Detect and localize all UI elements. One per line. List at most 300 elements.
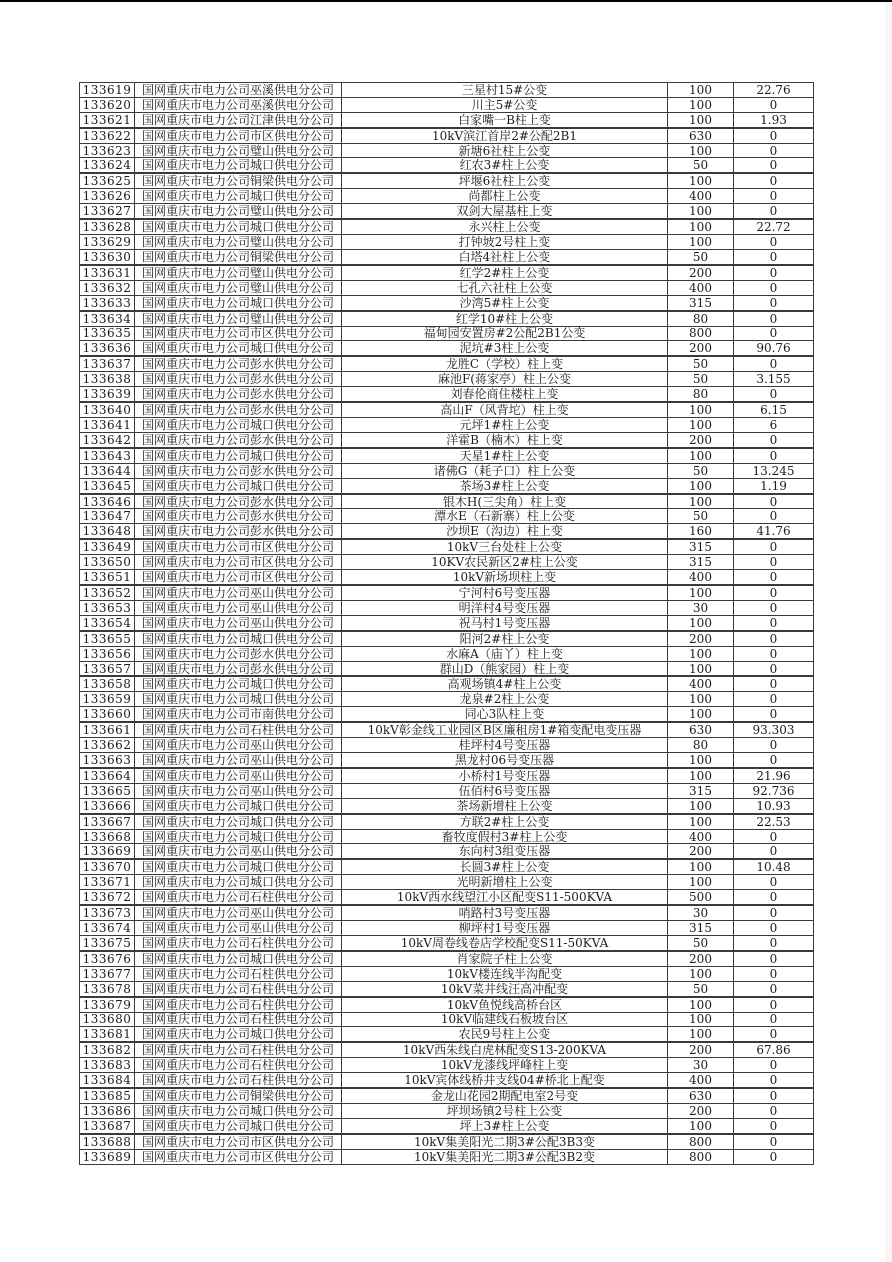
table-row [80, 1149, 814, 1164]
cell-company: 国网重庆市电力公司巫山供电分公司 [135, 738, 342, 753]
cell-device-name: 10kV三台处柱上公变 [342, 539, 668, 554]
cell-capacity: 400 [668, 676, 734, 691]
table-row [80, 463, 814, 478]
cell-device-name: 新塘6社柱上公变 [342, 143, 668, 158]
cell-record-id: 133667 [80, 814, 135, 829]
cell-company: 国网重庆市电力公司彭水供电分公司 [135, 356, 342, 371]
cell-record-id: 133681 [80, 1027, 135, 1042]
table-row [80, 798, 814, 813]
page-right-edge [885, 2, 892, 1262]
cell-company: 国网重庆市电力公司彭水供电分公司 [135, 524, 342, 539]
table-row [80, 997, 814, 1012]
cell-capacity: 630 [668, 722, 734, 737]
cell-device-name: 10kV鱼悦线高桥台区 [342, 997, 668, 1012]
cell-record-id: 133626 [80, 189, 135, 204]
cell-record-id: 133687 [80, 1118, 135, 1133]
cell-capacity: 200 [668, 631, 734, 646]
cell-device-name: 诸佛G（耗子口）柱上公变 [342, 463, 668, 478]
cell-value: 0 [734, 265, 814, 280]
cell-capacity: 100 [668, 478, 734, 493]
cell-value: 0 [734, 1088, 814, 1103]
table-row [80, 341, 814, 356]
cell-company: 国网重庆市电力公司璧山供电分公司 [135, 204, 342, 219]
cell-company: 国网重庆市电力公司城口供电分公司 [135, 478, 342, 493]
cell-value: 0 [734, 631, 814, 646]
cell-company: 国网重庆市电力公司江津供电分公司 [135, 112, 342, 127]
table-row [80, 509, 814, 524]
cell-value: 22.76 [734, 83, 814, 98]
cell-company: 国网重庆市电力公司巫山供电分公司 [135, 600, 342, 615]
cell-device-name: 10kV周卷线卷店学校配变S11-50KVA [342, 935, 668, 950]
table-row [80, 1088, 814, 1103]
cell-record-id: 133634 [80, 311, 135, 326]
cell-value: 0 [734, 570, 814, 585]
cell-capacity: 400 [668, 829, 734, 844]
cell-device-name: 10kV滨江首岸2#公配2B1 [342, 128, 668, 143]
table-row [80, 1073, 814, 1088]
cell-device-name: 农民9号柱上公变 [342, 1027, 668, 1042]
cell-capacity: 100 [668, 875, 734, 890]
cell-value: 0 [734, 539, 814, 554]
cell-company: 国网重庆市电力公司城口供电分公司 [135, 829, 342, 844]
cell-company: 国网重庆市电力公司彭水供电分公司 [135, 494, 342, 509]
cell-capacity: 100 [668, 204, 734, 219]
cell-record-id: 133625 [80, 173, 135, 188]
cell-capacity: 315 [668, 555, 734, 570]
cell-capacity: 100 [668, 997, 734, 1012]
cell-company: 国网重庆市电力公司彭水供电分公司 [135, 509, 342, 524]
cell-company: 国网重庆市电力公司城口供电分公司 [135, 418, 342, 433]
table-row [80, 235, 814, 250]
table-row [80, 372, 814, 387]
cell-capacity: 200 [668, 844, 734, 859]
table-row [80, 768, 814, 783]
cell-record-id: 133627 [80, 204, 135, 219]
cell-capacity: 315 [668, 783, 734, 798]
cell-device-name: 小桥村1号变压器 [342, 768, 668, 783]
cell-value: 0 [734, 249, 814, 264]
cell-capacity: 100 [668, 768, 734, 783]
cell-value: 10.93 [734, 798, 814, 813]
cell-company: 国网重庆市电力公司巫山供电分公司 [135, 585, 342, 600]
cell-company: 国网重庆市电力公司璧山供电分公司 [135, 311, 342, 326]
table-row [80, 494, 814, 509]
cell-value: 0 [734, 204, 814, 219]
table-row [80, 311, 814, 326]
table-row [80, 204, 814, 219]
table-row [80, 738, 814, 753]
cell-record-id: 133648 [80, 524, 135, 539]
cell-value: 22.53 [734, 814, 814, 829]
cell-capacity: 50 [668, 356, 734, 371]
cell-value: 93.303 [734, 722, 814, 737]
cell-record-id: 133631 [80, 265, 135, 280]
cell-device-name: 七孔六社柱上公变 [342, 280, 668, 295]
cell-device-name: 三星村15#公变 [342, 83, 668, 98]
cell-value: 0 [734, 966, 814, 981]
cell-capacity: 100 [668, 173, 734, 188]
cell-value: 0 [734, 1104, 814, 1119]
cell-device-name: 宁河村6号变压器 [342, 585, 668, 600]
cell-capacity: 200 [668, 265, 734, 280]
cell-company: 国网重庆市电力公司彭水供电分公司 [135, 661, 342, 676]
table-row [80, 219, 814, 234]
cell-record-id: 133684 [80, 1073, 135, 1088]
cell-record-id: 133640 [80, 402, 135, 417]
cell-capacity: 100 [668, 615, 734, 630]
cell-company: 国网重庆市电力公司巫山供电分公司 [135, 921, 342, 936]
cell-company: 国网重庆市电力公司石柱供电分公司 [135, 935, 342, 950]
table-row [80, 981, 814, 996]
table-row [80, 418, 814, 433]
cell-value: 0 [734, 753, 814, 768]
table-row [80, 539, 814, 554]
cell-capacity: 630 [668, 128, 734, 143]
cell-device-name: 方联2#柱上公变 [342, 814, 668, 829]
cell-value: 0 [734, 707, 814, 722]
table-row [80, 1134, 814, 1149]
cell-capacity: 50 [668, 981, 734, 996]
cell-value: 0 [734, 448, 814, 463]
cell-record-id: 133654 [80, 615, 135, 630]
cell-value: 13.245 [734, 463, 814, 478]
cell-device-name: 洋霍B（楠木）柱上变 [342, 432, 668, 447]
cell-value: 0 [734, 676, 814, 691]
cell-capacity: 400 [668, 189, 734, 204]
cell-capacity: 100 [668, 966, 734, 981]
cell-record-id: 133671 [80, 875, 135, 890]
cell-value: 0 [734, 692, 814, 707]
cell-company: 国网重庆市电力公司璧山供电分公司 [135, 143, 342, 158]
cell-record-id: 133624 [80, 158, 135, 173]
table-row [80, 921, 814, 936]
cell-capacity: 400 [668, 280, 734, 295]
cell-company: 国网重庆市电力公司铜梁供电分公司 [135, 173, 342, 188]
cell-value: 0 [734, 738, 814, 753]
table-row [80, 890, 814, 905]
cell-record-id: 133675 [80, 935, 135, 950]
cell-capacity: 100 [668, 112, 734, 127]
cell-capacity: 200 [668, 1042, 734, 1057]
cell-value: 0 [734, 615, 814, 630]
cell-device-name: 10kV新场坝柱上变 [342, 570, 668, 585]
cell-device-name: 黑龙村06号变压器 [342, 753, 668, 768]
cell-device-name: 潭水E（石新寨）柱上公变 [342, 509, 668, 524]
cell-record-id: 133633 [80, 295, 135, 310]
table-row [80, 661, 814, 676]
table-row [80, 356, 814, 371]
table-row [80, 631, 814, 646]
table-row [80, 753, 814, 768]
cell-device-name: 10kV集美阳光二期3#公配3B3变 [342, 1134, 668, 1149]
cell-capacity: 50 [668, 372, 734, 387]
cell-company: 国网重庆市电力公司城口供电分公司 [135, 692, 342, 707]
transformer-record-table [79, 82, 814, 1165]
cell-company: 国网重庆市电力公司市区供电分公司 [135, 1134, 342, 1149]
cell-capacity: 100 [668, 97, 734, 112]
cell-record-id: 133656 [80, 646, 135, 661]
cell-company: 国网重庆市电力公司城口供电分公司 [135, 189, 342, 204]
cell-device-name: 刘春伦商住楼柱上变 [342, 387, 668, 402]
cell-device-name: 元坪1#柱上公变 [342, 418, 668, 433]
cell-record-id: 133623 [80, 143, 135, 158]
cell-capacity: 400 [668, 1073, 734, 1088]
cell-company: 国网重庆市电力公司石柱供电分公司 [135, 1042, 342, 1057]
cell-company: 国网重庆市电力公司彭水供电分公司 [135, 646, 342, 661]
table-row [80, 402, 814, 417]
cell-record-id: 133661 [80, 722, 135, 737]
cell-record-id: 133630 [80, 249, 135, 264]
cell-capacity: 500 [668, 890, 734, 905]
cell-record-id: 133629 [80, 235, 135, 250]
cell-device-name: 10kV宾体线桥井支线04#桥北上配变 [342, 1073, 668, 1088]
cell-value: 1.19 [734, 478, 814, 493]
cell-value: 1.93 [734, 112, 814, 127]
cell-record-id: 133665 [80, 783, 135, 798]
cell-value: 0 [734, 1012, 814, 1027]
cell-value: 0 [734, 905, 814, 920]
cell-value: 21.96 [734, 768, 814, 783]
cell-record-id: 133636 [80, 341, 135, 356]
cell-company: 国网重庆市电力公司市区供电分公司 [135, 128, 342, 143]
cell-record-id: 133688 [80, 1134, 135, 1149]
cell-company: 国网重庆市电力公司巫山供电分公司 [135, 844, 342, 859]
cell-value: 0 [734, 280, 814, 295]
cell-value: 0 [734, 981, 814, 996]
cell-capacity: 50 [668, 158, 734, 173]
cell-record-id: 133683 [80, 1058, 135, 1073]
cell-device-name: 高观场镇4#柱上公变 [342, 676, 668, 691]
cell-device-name: 坪上3#柱上公变 [342, 1118, 668, 1133]
cell-company: 国网重庆市电力公司城口供电分公司 [135, 951, 342, 966]
cell-device-name: 哨路村3号变压器 [342, 905, 668, 920]
cell-company: 国网重庆市电力公司彭水供电分公司 [135, 463, 342, 478]
table-row [80, 844, 814, 859]
cell-company: 国网重庆市电力公司城口供电分公司 [135, 798, 342, 813]
cell-device-name: 泥坑#3柱上公变 [342, 341, 668, 356]
cell-record-id: 133644 [80, 463, 135, 478]
table-row [80, 966, 814, 981]
cell-capacity: 800 [668, 1149, 734, 1164]
cell-capacity: 315 [668, 295, 734, 310]
cell-record-id: 133685 [80, 1088, 135, 1103]
table-row [80, 83, 814, 98]
table-row [80, 875, 814, 890]
cell-capacity: 50 [668, 935, 734, 950]
cell-value: 0 [734, 1058, 814, 1073]
cell-record-id: 133635 [80, 326, 135, 341]
cell-record-id: 133662 [80, 738, 135, 753]
cell-value: 0 [734, 600, 814, 615]
cell-device-name: 红学10#柱上公变 [342, 311, 668, 326]
cell-value: 0 [734, 97, 814, 112]
cell-value: 0 [734, 143, 814, 158]
cell-company: 国网重庆市电力公司石柱供电分公司 [135, 981, 342, 996]
cell-device-name: 龙胜C（学校）柱上变 [342, 356, 668, 371]
cell-device-name: 高山F（风背坨）柱上变 [342, 402, 668, 417]
cell-value: 90.76 [734, 341, 814, 356]
cell-value: 0 [734, 311, 814, 326]
cell-value: 6 [734, 418, 814, 433]
cell-company: 国网重庆市电力公司市区供电分公司 [135, 570, 342, 585]
table-row [80, 814, 814, 829]
cell-value: 0 [734, 1134, 814, 1149]
cell-capacity: 100 [668, 661, 734, 676]
cell-device-name: 双剑大屋基柱上变 [342, 204, 668, 219]
cell-record-id: 133642 [80, 432, 135, 447]
cell-value: 0 [734, 646, 814, 661]
table-row [80, 173, 814, 188]
table-row [80, 615, 814, 630]
cell-capacity: 200 [668, 951, 734, 966]
cell-capacity: 160 [668, 524, 734, 539]
cell-company: 国网重庆市电力公司市区供电分公司 [135, 539, 342, 554]
table-row [80, 280, 814, 295]
cell-device-name: 阳河2#柱上公变 [342, 631, 668, 646]
cell-capacity: 100 [668, 402, 734, 417]
table-row [80, 112, 814, 127]
cell-capacity: 100 [668, 83, 734, 98]
cell-record-id: 133659 [80, 692, 135, 707]
cell-record-id: 133637 [80, 356, 135, 371]
cell-capacity: 100 [668, 1012, 734, 1027]
table-row [80, 478, 814, 493]
table-row [80, 189, 814, 204]
transformer-table-body [80, 83, 814, 1165]
table-row [80, 585, 814, 600]
cell-device-name: 10kV西朱线白虎林配变S13-200KVA [342, 1042, 668, 1057]
cell-record-id: 133643 [80, 448, 135, 463]
cell-record-id: 133651 [80, 570, 135, 585]
cell-device-name: 10kV彰金线工业园区B区廉租房1#箱变配电变压器 [342, 722, 668, 737]
cell-device-name: 伍佰村6号变压器 [342, 783, 668, 798]
cell-record-id: 133632 [80, 280, 135, 295]
cell-record-id: 133619 [80, 83, 135, 98]
cell-device-name: 明洋村4号变压器 [342, 600, 668, 615]
table-row [80, 692, 814, 707]
cell-company: 国网重庆市电力公司城口供电分公司 [135, 1118, 342, 1133]
cell-capacity: 50 [668, 509, 734, 524]
cell-device-name: 10kV菜井线汪高冲配变 [342, 981, 668, 996]
cell-company: 国网重庆市电力公司城口供电分公司 [135, 448, 342, 463]
cell-value: 0 [734, 951, 814, 966]
cell-company: 国网重庆市电力公司市区供电分公司 [135, 326, 342, 341]
cell-device-name: 龙泉#2柱上公变 [342, 692, 668, 707]
cell-company: 国网重庆市电力公司石柱供电分公司 [135, 997, 342, 1012]
cell-value: 0 [734, 326, 814, 341]
cell-device-name: 茶场3#柱上公变 [342, 478, 668, 493]
cell-company: 国网重庆市电力公司石柱供电分公司 [135, 1073, 342, 1088]
cell-value: 67.86 [734, 1042, 814, 1057]
cell-value: 10.48 [734, 859, 814, 874]
cell-record-id: 133682 [80, 1042, 135, 1057]
cell-capacity: 100 [668, 494, 734, 509]
cell-company: 国网重庆市电力公司城口供电分公司 [135, 676, 342, 691]
cell-company: 国网重庆市电力公司巫山供电分公司 [135, 783, 342, 798]
cell-device-name: 10kV西水线望江小区配变S11-500KVA [342, 890, 668, 905]
cell-record-id: 133689 [80, 1149, 135, 1164]
cell-company: 国网重庆市电力公司城口供电分公司 [135, 295, 342, 310]
table-row [80, 1104, 814, 1119]
cell-device-name: 10KV农民新区2#柱上公变 [342, 555, 668, 570]
cell-capacity: 30 [668, 905, 734, 920]
cell-capacity: 30 [668, 1058, 734, 1073]
cell-value: 0 [734, 295, 814, 310]
cell-capacity: 315 [668, 539, 734, 554]
table-row [80, 935, 814, 950]
table-row [80, 128, 814, 143]
cell-value: 0 [734, 875, 814, 890]
cell-record-id: 133686 [80, 1104, 135, 1119]
cell-device-name: 红农3#柱上公变 [342, 158, 668, 173]
cell-device-name: 白塔4社柱上公变 [342, 249, 668, 264]
cell-device-name: 沙湾5#柱上公变 [342, 295, 668, 310]
cell-company: 国网重庆市电力公司彭水供电分公司 [135, 372, 342, 387]
cell-device-name: 同心3队柱上变 [342, 707, 668, 722]
cell-value: 0 [734, 173, 814, 188]
cell-device-name: 10kV楼连线半沟配变 [342, 966, 668, 981]
cell-capacity: 80 [668, 387, 734, 402]
cell-company: 国网重庆市电力公司城口供电分公司 [135, 1104, 342, 1119]
cell-company: 国网重庆市电力公司彭水供电分公司 [135, 432, 342, 447]
cell-capacity: 100 [668, 692, 734, 707]
cell-value: 0 [734, 844, 814, 859]
table-row [80, 1058, 814, 1073]
table-row [80, 570, 814, 585]
cell-value: 0 [734, 555, 814, 570]
table-row [80, 600, 814, 615]
cell-record-id: 133663 [80, 753, 135, 768]
cell-company: 国网重庆市电力公司巫山供电分公司 [135, 753, 342, 768]
cell-value: 41.76 [734, 524, 814, 539]
cell-device-name: 长圆3#柱上公变 [342, 859, 668, 874]
cell-capacity: 100 [668, 798, 734, 813]
cell-capacity: 100 [668, 859, 734, 874]
cell-capacity: 100 [668, 448, 734, 463]
cell-capacity: 30 [668, 600, 734, 615]
cell-record-id: 133680 [80, 1012, 135, 1027]
cell-value: 3.155 [734, 372, 814, 387]
cell-company: 国网重庆市电力公司铜梁供电分公司 [135, 1088, 342, 1103]
cell-value: 0 [734, 189, 814, 204]
cell-company: 国网重庆市电力公司城口供电分公司 [135, 875, 342, 890]
table-row [80, 707, 814, 722]
table-row [80, 295, 814, 310]
cell-record-id: 133622 [80, 128, 135, 143]
cell-capacity: 100 [668, 1027, 734, 1042]
cell-company: 国网重庆市电力公司石柱供电分公司 [135, 722, 342, 737]
cell-device-name: 银木H(三尖角）柱上变 [342, 494, 668, 509]
cell-company: 国网重庆市电力公司璧山供电分公司 [135, 265, 342, 280]
cell-capacity: 100 [668, 143, 734, 158]
cell-device-name: 柳坪村1号变压器 [342, 921, 668, 936]
table-row [80, 249, 814, 264]
table-row [80, 555, 814, 570]
cell-capacity: 80 [668, 311, 734, 326]
cell-device-name: 沙坝E（沟边）柱上变 [342, 524, 668, 539]
cell-record-id: 133639 [80, 387, 135, 402]
cell-capacity: 630 [668, 1088, 734, 1103]
cell-record-id: 133650 [80, 555, 135, 570]
cell-device-name: 川主5#公变 [342, 97, 668, 112]
cell-capacity: 800 [668, 326, 734, 341]
cell-record-id: 133673 [80, 905, 135, 920]
cell-capacity: 100 [668, 1118, 734, 1133]
cell-value: 0 [734, 128, 814, 143]
table-row [80, 387, 814, 402]
cell-capacity: 100 [668, 418, 734, 433]
cell-device-name: 金龙山花园2期配电室2号变 [342, 1088, 668, 1103]
